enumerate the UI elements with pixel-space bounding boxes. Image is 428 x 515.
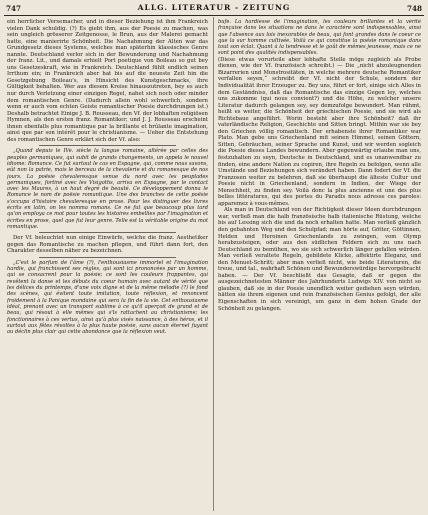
section-rule	[39, 232, 176, 233]
right-paragraph: Als man in Deutschland von der Richtigkeit dieser Ideen durchdrungen war, verließ man die halb französische halb italienische Rüstung, welche bis auf Lessing sich die und da noch erhalten hatte. Man verließ gänzlich den gebahnten Weg und den Schulpfad; man hörte auf, Götter, Göttinnen, Helden und Heroinen Griechenlands zu zwingen, vom Olymp herabzusteigen, oder aus den südlichen Feldern sich zu uns nach Deutschland zu bemühen, wo sie sich schwerlich länger gefallen würden. Man verließ veraltete Regeln, gebildete Klicke, affektirte Eleganz, und den Menuet-Schritt; aber man verließ nicht, wie beide Literaturen, die treue, und tal., wahrhaft Schönen und Bewunderswürdige hervorgebracht haben. — Der Vf. beschließt das Gesagte, daß er gegen die ausgezeichnetesten Männer des Jahrhunderts Ludwigs XIV. von nicht so glauben, daß sie in der Poesie unendlich weiter gediehen seyn würden, hätten sie ihrem eigenen und rein französischen Genius gefolgt, der alle Eigenschaften in sich vereinigt, um ganz in dem hohen Grade der Schönheit zu gelangen.	[218, 207, 421, 312]
right-column	[218, 19, 421, 511]
page-number-left: 747	[6, 4, 22, 13]
section-rule	[39, 145, 176, 146]
header-rule	[4, 15, 424, 16]
left-french-quote: „Quand depuis le IVe. siècle la langue romaine, altérée par celles des peuples germaniques, qui subit de grands changements, un appela le nouvel idiome: Romance. Ce fut surtout le cas en Espagne, qui, comme nous savons, eût non la patrie, mais le berceau de la chevalerie et du romanesque de nos jours. La poësie chevaleresque venue du nord avec les peuplades germaniques, fortiné avec les Visigoths, arriva en Espagne, par le contact avec les Maures, à un haut degré de beauté. Ce développement donna le Romance le nom de poësie romantique. Une des branches de cette poësie s'occupa d'histoire chevaleresque en prose. Pour les distinguer des livres écrits en latin, on les nomma romans. Ce ne fut que beaucoup plus tard qu'on employa ce mot pour toutes les histoires embellies par l'imagination et écrites en prose, quel que fut leur genre. Telle est la véritable origine du mot romantique.	[7, 148, 208, 230]
left-french-quote: „C'est le parfum de l'âme (?), l'enthousiasme immortel et l'imagination hardie, qui franchissent ses règles, qui sont ici prononcées par un homme, qui se consacrent pour la poésie; ce sont les couleurs frappantes, qui revêtent la danse et les débuts du coeur humain avec autant de vérité que les délices du printemps, d'une voix digne et de la même mélodie (?) le fond des scènes, qui évitent toute imitation, toute réflexion, et renoncent froidement à la Panique mondaine qui sera la fin de la vie. Cet enthousiasme idéal, prenant avec un transport sublime à ce qu'il aperçoit de grand et de beau, qui résout à elle mêmes qui s'ls rattachent au christianisme; les fonctionnaires à ces vertus, ainsi qu'à plus visés naissance, à des héros, et il surtout aux fêtes révoltes à la plus haute poésie, sans aucun éternel fuyant au déclin plus clair qui cette abondance que la réflexion veut.	[7, 259, 208, 336]
left-paragraph: ein herrlicher Versemacher, und in dieser Beziehung ist ihm Frankreich vielen Dank schuldig. (?) Es giebt ihm, aus der Poesie zu machen, was sein ungleich grösserer Zeitgenosse, le Brun, aus der Malerei gemacht hatte, eine manierirte Schönheit. Die Nachahmung der Alten war das Grundgesetz dieses Systems, welches man späterhin klassisches Genre nannte. Deutschland verlor sich in der Bewunderung und Nachahmung der franz. Lit., und damals erhielt Port poetique von Boileau so gut bey uns Gesetzeskraft, wie in Frankreich. Deutschland fühlt endlich seinen Irrthum ein; in Frankreich aber hat bis auf die neueste Zeit hin die Gesetzgebung Boileau's, in Hinsicht des Kunstgeschmacks, ihre Gültigkeit behalten. Wer aus diesem Kreise hinauszutreten, bey es auch nur durch Verletzung einer einzigen Regel, nahet sich noch oder minder dem romantischen Genre. (Dadurch allein wohl schwerlich, sondern wenn er auch vom echten Geiste romantischer Poesie durchdrungen ist.) Deshalb betrachtet Einige J. B. Rousseau, den Vf. der lobhaften religiösen Hymnen, als den ersten franz. Romantiker; und J. J. Rousseau erscheint ihnen ebenfalls plus romantique par la brillante et brûlante imagination, ainsi que par son intérêt pour le christianisme. — Ueber die Entstehung des romantischen Genre erklärt sich der Vf. also:	[7, 19, 208, 143]
page-header	[6, 2, 422, 15]
left-paragraph: Der Vf. beleuchtet nun einige Einwürfe, welche die franz. Aesthetiker gegen das Romantische zu machen pflegen, und führt dann fort, den Charakter desselben näher zu bezeichnen.	[7, 235, 208, 255]
journal-title: ALLG. LITERATUR - ZEITUNG	[137, 3, 291, 12]
left-column	[7, 19, 208, 511]
right-paragraph: (Diese etwas vorurteile aber lebhafte Stelle möge zugleich als Probe dienen, wie der Vf. französisch schreibt.) — Die „nicht abzuleugnenden Bizarrerien und Monstrositäten, in welche mehrere deutsche Romantiker verfallen seyen,“ schreibt der Vf. nicht der Schule, sondern der Individualität ihrer Erzeuger zu. Bey uns, führt er fort, einige sich Alles in dem Geständniss, daß das Romantische das einzige Gegen ley, welches uns zukomme (qui nous convient?) und die Höhe, zu welcher unsere Literatur dadurch gelangen sey, sey demzufolge bewundert. Man rühmt, heißt es weiter, die Schönheit der griechischen Poesie, und sie wird als Richtebaue angeführt. Worin besteht aber ihre Schönheit? daß ihr vaterländische Religion, Geschichte und Sitten bringt. Mithin war sie bey den Griechen völlig romantisch. Der erhabenste ihrer Romantiker war Plato. Man gebe uns Griechenland mit seinen Himmel, seinen Göttern, Sitten, Gebräuchen, seiner Sprache und Kunst, und wir werden sogleich die Poesie dieses Landes bewundern. Aber gegenwärtig erlaube man uns, festzuhalten zu seyn, Deutsche in Deutschland, und es unanwendbar zu finden, eine andere Nation zu copiren, ihre Regeln zu befolgen, wenn alle Umstände und Beziehungen sich verändert haben. Dann fodert der Vf. die Franzosen weiter zu belehren, daß sie überhaupt die älteste Cultur und Poesie nicht in Griechenland, sondern in Indien, der Wiege der Menschheit, zu finden sey. Voilà donc la plus ancienne et une des plus belles littératures, qui des portes du Paradis nous adresse ces paroles: apparemez à vous-mêmes.	[218, 56, 421, 207]
page-number-right: 748	[406, 4, 422, 13]
section-rule	[39, 257, 176, 258]
column-divider	[213, 17, 214, 511]
right-french-quote: bufe. La hardiesse de l'imagination, les couleurs brillantes et la vérité française dans les situations ne dans le caractère sont indispensables, ainsi que l'absence aux lois inexorables de beau, qui font grandes dans le coeur ce que la sur homme cultivée. Voilà ce qui constitue la poésie romanique dans tout son éclat. Quant à la tendresse et le goût de mêmes jeunesse, mais ce ne sont point des qualités indispensables.	[218, 19, 421, 57]
